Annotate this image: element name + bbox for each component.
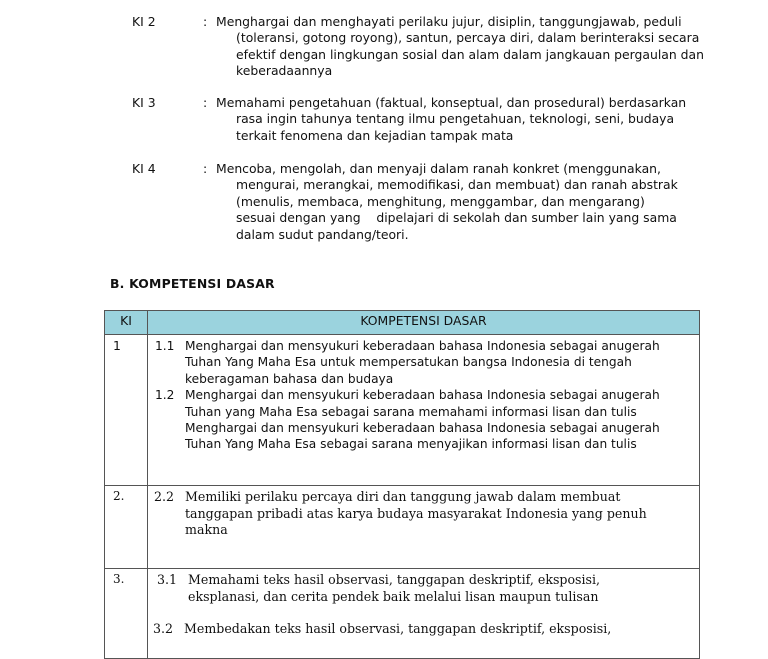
- row-content: [148, 569, 700, 659]
- ki-colon: :: [203, 161, 208, 176]
- ki-line: mengurai, merangkai, memodifikasi, dan membuat) dan ranah abstrak: [236, 177, 678, 193]
- kompetensi-dasar-table: [104, 310, 700, 659]
- header-ki: KI: [105, 311, 148, 335]
- kd-line: makna: [185, 522, 228, 538]
- kd-number: 1.2: [155, 388, 175, 403]
- ki-line: efektif dengan lingkungan sosial dan alam dalam jangkauan pergaulan dan: [236, 46, 704, 62]
- ki-line: Memahami pengetahuan (faktual, konseptual, dan prosedural) berdasarkan: [216, 95, 687, 110]
- kd-line: Menghargai dan mensyukuri keberadaan bahasa Indonesia sebagai anugerah: [185, 421, 660, 436]
- ki-line: sesuai dengan yang dipelajari di sekolah dan sumber lain yang sama: [236, 210, 677, 226]
- row-ki-number: 1: [105, 335, 148, 486]
- ki-description: [216, 95, 711, 144]
- header-kompetensi-dasar: KOMPETENSI DASAR: [148, 311, 700, 335]
- ki-code: KI 3: [132, 95, 156, 110]
- ki-line: rasa ingin tahunya tentang ilmu pengetahuan, teknologi, seni, budaya: [236, 111, 675, 127]
- kd-line: Tuhan Yang Maha Esa untuk mempersatukan bangsa Indonesia di tengah: [185, 355, 632, 370]
- section-heading: B. KOMPETENSI DASAR: [110, 276, 275, 291]
- kd-number: 2.2: [154, 489, 175, 504]
- ki-code: KI 2: [132, 14, 156, 29]
- row-content: [148, 335, 700, 486]
- ki-line: Mencoba, mengolah, dan menyaji dalam ranah konkret (menggunakan,: [216, 161, 661, 176]
- kd-item-1-1: [148, 338, 699, 387]
- kd-item-1-2: [148, 387, 699, 453]
- ki-colon: :: [203, 14, 208, 29]
- kd-line: eksplanasi, dan cerita pendek baik melalui lisan maupun tulisan: [188, 588, 599, 604]
- row-ki-number: 3.: [105, 569, 148, 659]
- ki-line: (toleransi, gotong royong), santun, percaya diri, dalam berinteraksi secara: [236, 30, 700, 46]
- kd-line: Tuhan Yang Maha Esa sebagai sarana menyajikan informasi lisan dan tulis: [185, 437, 637, 452]
- ki-description: [216, 14, 711, 80]
- ki-line: dalam sudut pandang/teori.: [236, 226, 409, 242]
- table-row: [105, 569, 700, 659]
- kd-item-2-2: [148, 489, 699, 539]
- kd-line: tanggapan pribadi atas karya budaya masyarakat Indonesia yang penuh: [185, 505, 647, 521]
- table-row: [105, 486, 700, 569]
- ki-line: keberadaannya: [236, 63, 333, 79]
- table-row: [105, 335, 700, 486]
- kd-line: Tuhan yang Maha Esa sebagai sarana memahami informasi lisan dan tulis: [185, 404, 637, 419]
- kd-number: 3.2: [153, 621, 174, 637]
- kd-item-3-2: [148, 621, 699, 638]
- kd-item-3-1: [148, 572, 699, 605]
- kd-line: Memahami teks hasil observasi, tanggapan deskriptif, eksposisi,: [188, 572, 601, 587]
- kd-line: Menghargai dan mensyukuri keberadaan bahasa Indonesia sebagai anugerah: [185, 388, 660, 403]
- ki-colon: :: [203, 95, 208, 110]
- kd-line: keberagaman bahasa dan budaya: [185, 371, 394, 386]
- kd-line: Membedakan teks hasil observasi, tanggapan deskriptif, eksposisi,: [184, 621, 612, 637]
- table-header-row: [105, 311, 700, 335]
- ki-description: [216, 161, 711, 243]
- row-content: [148, 486, 700, 569]
- ki-line: terkait fenomena dan kejadian tampak mata: [236, 127, 514, 143]
- kd-line: Menghargai dan mensyukuri keberadaan bahasa Indonesia sebagai anugerah: [185, 339, 660, 353]
- ki-line: (menulis, membaca, menghitung, menggambar, dan mengarang): [236, 193, 645, 209]
- kd-number: 3.1: [157, 572, 178, 587]
- kd-number: 1.1: [155, 339, 175, 353]
- ki-code: KI 4: [132, 161, 156, 176]
- kd-line: Memiliki perilaku percaya diri dan tanggung jawab dalam membuat: [185, 489, 621, 504]
- row-ki-number: 2.: [105, 486, 148, 569]
- ki-line: Menghargai dan menghayati perilaku jujur, disiplin, tanggungjawab, peduli: [216, 14, 682, 29]
